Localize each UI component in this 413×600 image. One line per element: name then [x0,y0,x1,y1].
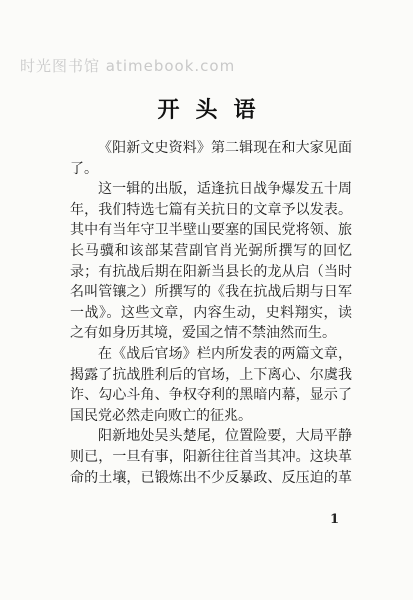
text-line: 阳新地处吴头楚尾，位置险要，大局平静 [98,428,352,445]
text-line: 这一辑的出版，适逢抗日战争爆发五十周 [98,181,352,198]
text-line: 揭露了抗战胜利后的官场，上下离心、尔虞我 [70,366,352,383]
text-line: 国民党必然走向败亡的征兆。 [70,407,252,424]
text-line: 名叫管镶之）所撰写的《我在抗战后期与日军 [70,284,352,301]
text-line: 一战》。这些文章，内容生动，史料翔实，读 [70,304,352,321]
text-line: 诈、勾心斗角、争权夺利的黑暗内幕，显示了 [70,387,352,404]
text-line: 在《战后官场》栏内所发表的两篇文章， [98,345,352,362]
text-line: 长马骥和该部某营副官肖光弼所撰写的回忆 [70,242,352,259]
text-line: 录；有抗战后期在阳新当县长的龙从启（当时 [70,263,352,280]
body-text [70,138,352,488]
text-line: 命的土壤，已锻炼出不少反暴政、反压迫的革 [70,469,352,486]
text-line: 之有如身历其境，爱国之情不禁油然而生。 [70,325,336,342]
watermark: 时光图书馆 atimebook.com [20,57,236,75]
text-line: 其中有当年守卫半壁山要塞的国民党将领、旅 [70,222,352,239]
text-line: 《阳新文史资料》第二辑现在和大家见面 [98,140,352,156]
text-line: 年，我们特选七篇有关抗日的文章予以发表。 [70,201,352,218]
page-number: 1 [330,512,340,527]
page-title: 开头语 [157,98,272,123]
text-line: 了。 [70,160,98,177]
text-line: 则已，一旦有事，阳新往往首当其冲。这块革 [70,448,352,465]
